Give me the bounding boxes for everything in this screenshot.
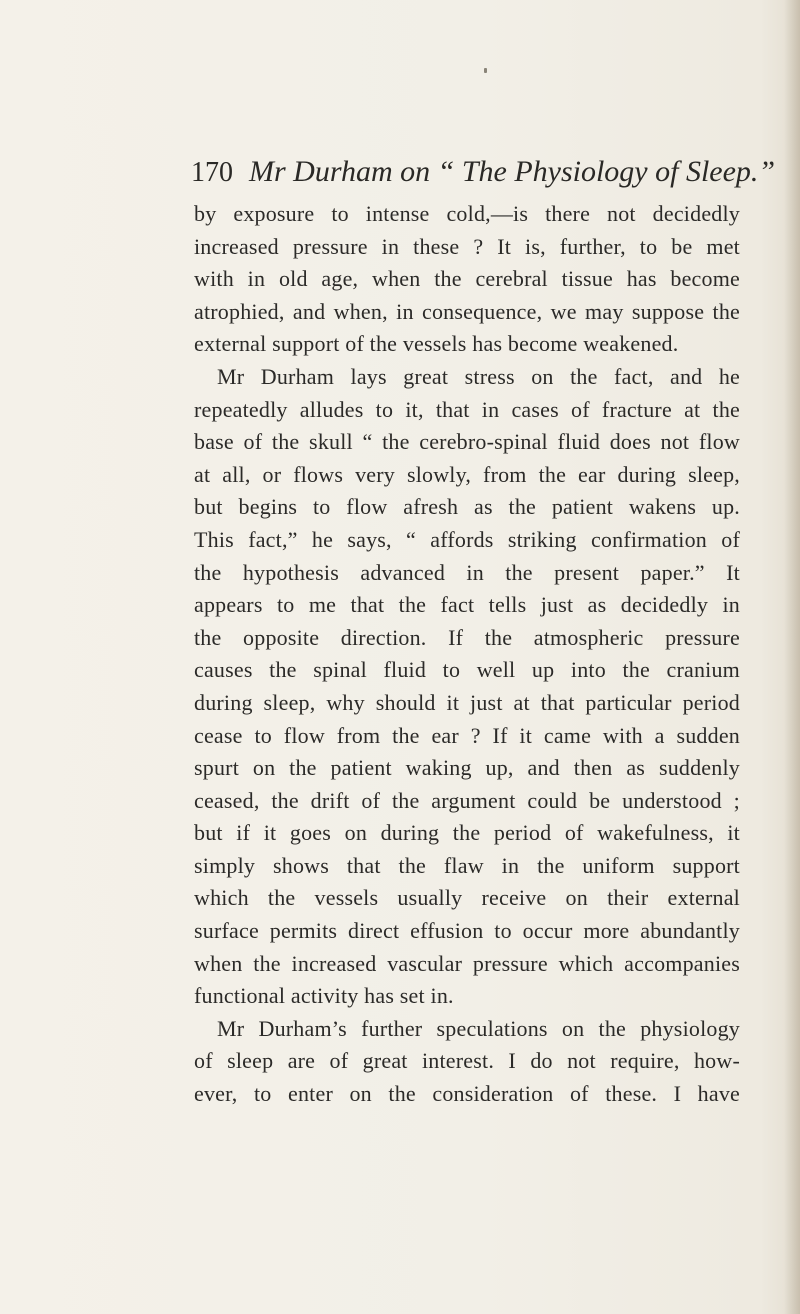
text-line: cease to flow from the ear ? If it came with a sudden bbox=[194, 722, 740, 748]
text-line: which the vessels usually receive on their external bbox=[194, 885, 740, 911]
ink-speck bbox=[484, 68, 487, 73]
text-line: the hypothesis advanced in the present paper.” It bbox=[194, 559, 740, 585]
text-line: Mr Durham lays great stress on the fact, and he bbox=[217, 363, 740, 389]
running-title: Mr Durham on “ The Physiology of Sleep.” bbox=[249, 155, 776, 188]
text-line: by exposure to intense cold,—is there not decidedly bbox=[194, 201, 740, 226]
text-line: increased pressure in these ? It is, further, to be met bbox=[194, 233, 740, 259]
text-line: functional activity has set in. bbox=[194, 983, 454, 1009]
text-line: causes the spinal fluid to well up into the cranium bbox=[194, 657, 740, 683]
page-number: 170 bbox=[191, 157, 233, 188]
text-line: This fact,” he says, “ affords striking confirmation of bbox=[194, 526, 740, 552]
text-line: external support of the vessels has become weakened. bbox=[194, 331, 679, 357]
text-line: of sleep are of great interest. I do not require, how- bbox=[194, 1048, 740, 1074]
text-line: base of the skull “ the cerebro-spinal fluid does not flow bbox=[194, 429, 740, 455]
text-line: the opposite direction. If the atmospheric pressure bbox=[194, 624, 740, 650]
text-line: ceased, the drift of the argument could be understood ; bbox=[194, 787, 740, 813]
text-line: during sleep, why should it just at that particular period bbox=[194, 689, 740, 715]
text-line: with in old age, when the cerebral tissue has become bbox=[194, 266, 740, 292]
body-text bbox=[194, 198, 740, 1111]
text-line: ever, to enter on the consideration of these. I have bbox=[194, 1081, 740, 1107]
text-line: spurt on the patient waking up, and then as suddenly bbox=[194, 755, 740, 781]
page-edge-shadow bbox=[784, 0, 800, 1314]
text-line: but if it goes on during the period of wakefulness, it bbox=[194, 820, 740, 846]
text-line: appears to me that the fact tells just as decidedly in bbox=[194, 592, 740, 618]
text-line: simply shows that the flaw in the uniform support bbox=[194, 852, 740, 878]
text-line: but begins to flow afresh as the patient wakens up. bbox=[194, 494, 740, 520]
text-line: surface permits direct effusion to occur more abundantly bbox=[194, 918, 740, 944]
text-line: repeatedly alludes to it, that in cases of fracture at the bbox=[194, 396, 740, 422]
running-head bbox=[191, 152, 776, 200]
text-line: Mr Durham’s further speculations on the physiology bbox=[217, 1015, 740, 1041]
text-line: atrophied, and when, in consequence, we may suppose the bbox=[194, 298, 740, 324]
text-line: when the increased vascular pressure which accompanies bbox=[194, 950, 740, 976]
text-line: at all, or flows very slowly, from the ear during sleep, bbox=[194, 461, 740, 487]
